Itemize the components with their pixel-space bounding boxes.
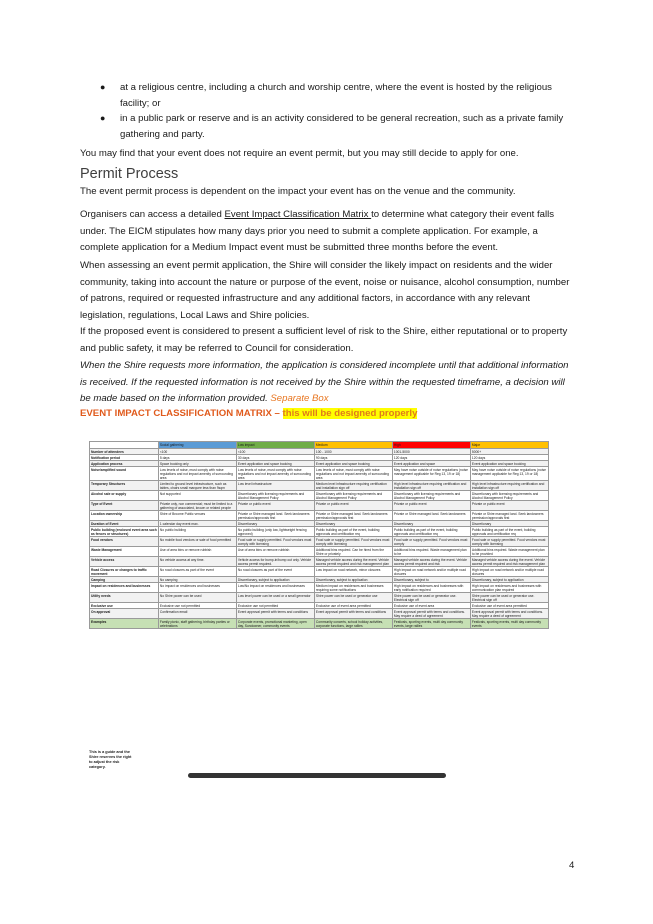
matrix-cell: Discretionary with licensing requirements and Alcohol Management Policy [236,491,314,501]
bullet-text: at a religious centre, including a church and worship centre, where the event is hosted by the religious facility; or [120,82,552,109]
matrix-column-header: Medium [314,442,392,449]
matrix-cell: Managed vehicle access during the event. Vehicle access permit required and risk management plan [470,557,548,567]
matrix-row-label: Exclusive use [90,603,159,609]
matrix-cell: 90 days [314,455,392,461]
matrix-column-header: Major [470,442,548,449]
matrix-row [90,593,549,603]
matrix-row-label: Type of Event [90,501,159,511]
matrix-row [90,619,549,629]
matrix-row [90,567,549,577]
eicm-link[interactable]: Event Impact Classification Matrix [224,209,372,220]
matrix-cell: Discretionary, subject to application [470,577,548,583]
matrix-cell: No Shire power can be used [158,593,236,603]
matrix-column-header [90,442,159,449]
matrix-cell: High level infrastructure requiring certification and installation sign off [470,481,548,491]
matrix-cell: Shire power can be used or generator use [314,593,392,603]
matrix-cell: Private or Shire managed land. Seek landowners permission/approvals first [236,511,314,521]
matrix-cell: Family picnic, staff gathering, birthday parties or celebrations [158,619,236,629]
matrix-cell: Not supported [158,491,236,501]
matrix-cell: Discretionary [236,521,314,527]
bullet-list [80,80,580,142]
matrix-cell: Private or Shire managed land. Seek landowners permission/approvals first [470,511,548,521]
matrix-row-label: Duration of Event [90,521,159,527]
matrix-row-label: Camping [90,577,159,583]
matrix-cell: Festivals, sporting events, multi day community events [470,619,548,629]
matrix-cell: Discretionary [470,521,548,527]
matrix-cell: Corporate events, promotional marketing, open day, Sundowner, community events [236,619,314,629]
matrix-cell: Confirmation email [158,609,236,619]
matrix-column-header: High [392,442,470,449]
matrix-cell: Low levels of noise, must comply with noise regulations and not impact amenity of surrounding area [314,467,392,481]
matrix-cell: No vehicle access at any time. [158,557,236,567]
matrix-cell: Additional bins required. Waste management plan to be [392,547,470,557]
bullet-text: in a public park or reserve and is an activity considered to be general recreation, such as a private family gathering and party. [120,113,564,140]
matrix-cell: Food sale or supply permitted. Food vendors must comply with licensing [314,537,392,547]
matrix-cell: Vehicle access for bump-in/bump out only. Vehicle access permit required. [236,557,314,567]
matrix-cell: <100 [236,449,314,455]
matrix-cell: Low/No impact on residences and businesses [236,583,314,593]
matrix-cell: Festivals, sporting events, multi day community events, large rallies [392,619,470,629]
matrix-row-label: On approval [90,609,159,619]
classification-matrix-table [89,441,549,629]
matrix-cell: May have noise outside of noise regulations (noise management applicable for Reg 13, 19 or 18) [470,467,548,481]
matrix-column-header: Low impact [236,442,314,449]
matrix-cell: Private or Shire managed land. Seek landowners permission/approvals first [314,511,392,521]
matrix-row-label: Road Closures or changes to traffic movement [90,567,159,577]
matrix-cell: Exclusive use not permitted [158,603,236,609]
paragraph-text: to determine what category their event falls under. The EICM stipulates how many days prior you need to submit a complete application. For example, a complete application for a Medium Impact event must be submitted three months before the event. [80,209,555,254]
matrix-cell: No camping [158,577,236,583]
matrix-cell: No mobile food vendors or sale of food permitted [158,537,236,547]
matrix-cell: 30 days [236,455,314,461]
matrix-cell: Use of area bins or remove rubbish [236,547,314,557]
matrix-cell: Food sale or supply permitted. Food vendors must comply with licensing [236,537,314,547]
matrix-cell: <100 [158,449,236,455]
matrix-cell: 100 - 1000 [314,449,392,455]
matrix-row [90,527,549,537]
matrix-cell: Discretionary with licensing requirements and Alcohol Management Policy [470,491,548,501]
matrix-cell: 5000+ [470,449,548,455]
matrix-cell: Medium level infrastructure requiring certification and installation sign off [314,481,392,491]
matrix-row-label: Number of attendees [90,449,159,455]
paragraph-text: When the Shire requests more information, the application is considered incomplete until that additional information is received. If the requested information is not received by the Shire within the requested timeframe, a decision will be made based on the information provided. [80,360,569,405]
matrix-cell: Space booking only [158,461,236,467]
matrix-title-text: EVENT IMPACT CLASSIFICATION MATRIX – [80,408,283,419]
paragraph-process: The event permit process is dependent on the impact your event has on the venue and the community. [80,186,516,197]
matrix-cell: Discretionary, subject to application [236,577,314,583]
matrix-row [90,481,549,491]
matrix-cell: Low levels of noise, must comply with noise regulations and not impact amenity of surrounding area [236,467,314,481]
matrix-row [90,547,549,557]
matrix-cell: Private or public event [236,501,314,511]
matrix-row-label: Noise/amplified sound [90,467,159,481]
matrix-cell: High impact on residences and businesses with early notification required [392,583,470,593]
matrix-row-label: Alcohol sale or supply [90,491,159,501]
matrix-cell: Discretionary with licensing requirements and Alcohol Management Policy [314,491,392,501]
matrix-table-wrapper [89,441,549,629]
matrix-cell: Shire power can be used or generator use. Electrical sign off [392,593,470,603]
matrix-cell: Use of area bins or remove rubbish [158,547,236,557]
matrix-row [90,583,549,593]
matrix-row-label: Public building (enclosed event area such as fences or structures) [91,527,157,536]
matrix-cell: Exclusive use of event area permitted [314,603,392,609]
matrix-cell: 120 days [392,455,470,461]
matrix-header-row [90,442,549,449]
matrix-cell: Low levels of noise, must comply with noise regulations and not impact amenity of surrounding area [158,467,236,481]
bullet-dot-icon: ● [100,82,106,92]
matrix-cell: Exclusive use of event area permitted [470,603,548,609]
matrix-cell: Event application and space [392,461,470,467]
matrix-cell: No road closures as part of the event [158,567,236,577]
matrix-row-label: Temporary Structures [90,481,159,491]
bullet-item [80,111,580,142]
matrix-title-highlight: this will be designed properly [282,408,418,419]
matrix-cell: High impact on road network and/or multiple road closures [470,567,548,577]
paragraph-council: If the proposed event is considered to present a sufficient level of risk to the Shire, either reputational or to property and public safety, it may be referred to Council for consideration. [80,326,568,354]
matrix-cell: Event application and space booking [314,461,392,467]
matrix-cell: Managed vehicle access during the event. Vehicle access permit required and risk [392,557,470,567]
matrix-row [90,501,549,511]
paragraph-assess: When assessing an event permit application, the Shire will consider the likely impact on residents and the wider community, taking into account the nature or purpose of the event, noise or nuisance, alcohol consumption, number of patrons, required or requested infrastructure and any additional factors, in accordance with any relevant legislation, regulations, Local Laws and Shire policies. [80,260,570,321]
matrix-cell: Food sale or supply permitted. Food vendors must comply with licensing [470,537,548,547]
matrix-cell: Private only, non commercial; must be limited to a gathering of associated, known or related people [158,501,236,511]
matrix-cell: Shire power can be used or generator use. Electrical sign off [470,593,548,603]
matrix-cell: Discretionary with licensing requirements and Alcohol Management Policy [392,491,470,501]
matrix-cell: Low level infrastructure [236,481,314,491]
matrix-cell: 1 calendar day event max. [158,521,236,527]
matrix-cell: Low impact on road network, minor closures [314,567,392,577]
matrix-cell: Exclusive use of event area [392,603,470,609]
matrix-cell: Event approval permit with terms and conditions [236,609,314,619]
matrix-row-label: Location ownership [90,511,159,521]
matrix-row [90,511,549,521]
matrix-body [90,449,549,629]
matrix-cell: Limited to ground level infrastructure, such as tables, chairs small marquee less than 9sqm [158,481,236,491]
matrix-cell: High impact on road network and/or multiple road closures [392,567,470,577]
matrix-cell: Discretionary [392,521,470,527]
paragraph-matrix [80,207,570,257]
matrix-cell: High level infrastructure requiring certification and installation sign off [392,481,470,491]
page-number: 4 [569,860,575,871]
matrix-title [80,408,417,419]
matrix-cell: No public building [158,527,236,537]
matrix-cell: Public building as part of the event, building approvals and certification req [314,527,392,537]
matrix-cell: Food sale or supply permitted. Food vendors must comply [392,537,470,547]
section-heading: Permit Process [80,166,179,182]
matrix-cell: May have noise outside of noise regulations (noise management applicable for Reg 13, 19 or 18) [392,467,470,481]
matrix-row [90,557,549,567]
matrix-cell: Private or public event [392,501,470,511]
matrix-row [90,609,549,619]
matrix-cell: Private or public event [314,501,392,511]
matrix-cell: Medium impact on residences and businesses requiring some notifications [314,583,392,593]
matrix-cell: Discretionary, subject to application [314,577,392,583]
matrix-row-label: Impact on residences and businesses [90,583,159,593]
matrix-cell: No impact on residences and businesses [158,583,236,593]
matrix-row-label: Food vendors [90,537,159,547]
matrix-cell: Exclusive use not permitted [236,603,314,609]
matrix-cell: Public building as part of the event, building approvals and certification req [470,527,548,537]
matrix-cell: Low level power can be used or a small generator [236,593,314,603]
matrix-note: This is a guide and the Shire reserves the right to adjust the risk category. [89,750,132,769]
matrix-cell: 120 days [470,455,548,461]
horizontal-scrollbar[interactable] [188,773,446,778]
matrix-cell: Event application and space booking [236,461,314,467]
paragraph-italic [80,358,570,408]
matrix-cell: No road closures as part of the event [236,567,314,577]
matrix-cell: Event approval permit with terms and conditions. May require a deed of agreement [470,609,548,619]
matrix-row-label: Examples [90,619,159,629]
matrix-cell: Shire of Broome Public venues [158,511,236,521]
matrix-cell: Additional bins required. Waste management plan to be provided [470,547,548,557]
matrix-row [90,537,549,547]
matrix-cell: Public building as part of the event, building approvals and certification req [392,527,470,537]
paragraph-no-permit: You may find that your event does not require an event permit, but you may still decide to apply for one. [80,148,519,159]
matrix-cell: Community concerts, school holiday activities, corporate functions, large rallies [314,619,392,629]
paragraph-text: Organisers can access a detailed [80,209,225,220]
matrix-cell: Discretionary [314,521,392,527]
bullet-item [80,80,580,111]
bullet-dot-icon: ● [100,113,106,123]
matrix-row [90,491,549,501]
matrix-row-label: Notification period [90,455,159,461]
matrix-row-label: Waste Management [90,547,159,557]
matrix-row-label: Utility needs [90,593,159,603]
matrix-cell: No public building (only low, lightweight fencing approved) [236,527,314,537]
matrix-cell: Discretionary, subject to [392,577,470,583]
matrix-cell: Private or public event [470,501,548,511]
matrix-cell: Event approval permit with terms and conditions. May require a deed of agreement [392,609,470,619]
matrix-column-header: Social gathering [158,442,236,449]
matrix-cell: Additional bins required. Can be hired from the Shire or privately [314,547,392,557]
matrix-cell: 5 days [158,455,236,461]
matrix-cell: Event application and space booking [470,461,548,467]
matrix-row [90,467,549,481]
separate-box-note: Separate Box [267,393,329,405]
matrix-cell: Managed vehicle access during the event. Vehicle access permit required and risk management plan [314,557,392,567]
matrix-cell: Private or Shire managed land. Seek landowners [392,511,470,521]
matrix-cell: 1001-5000 [392,449,470,455]
matrix-row-label: Vehicle access [90,557,159,567]
matrix-cell: High impact on residences and businesses with communication plan required [470,583,548,593]
matrix-row-label: Application process [90,461,159,467]
matrix-cell: Event approval permit with terms and conditions [314,609,392,619]
